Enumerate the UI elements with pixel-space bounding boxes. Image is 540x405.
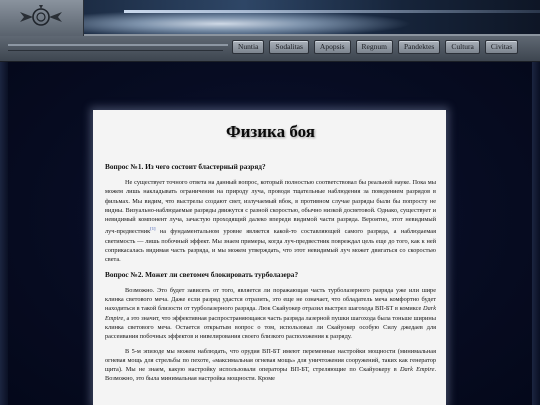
question-heading: Вопрос №2. Может ли светомеч блокировать турболазера?	[105, 269, 299, 279]
site-header	[0, 0, 540, 62]
paragraph-text: В 5-м эпизоде мы можем наблюдать, что орудия ВП-БТ имеют переменные настройки мощности (минимальная огневая мощь для стрельбы по пехоте, «максимальная огневая мощь» для уничтожения сооружений, таких как генератор щита). Мы не знаем, какую настройку использовали операторы ВП-БТ, стреляющие по Скайуокеру в	[105, 347, 436, 374]
nav-tab-nuntia[interactable]: Nuntia	[232, 40, 264, 54]
nav-tab-civitas[interactable]: Civitas	[485, 40, 518, 54]
banner-light-beam	[124, 10, 540, 13]
paragraph-text: , а это значит, что эффективная распространяющаяся часть разряда лазерной пушки шагохода была тоньше ширины клинка светового меча. Остается открытым вопрос о том, использовал ли Скайуокер особую Силу джедаев для рассеивания побочных эффектов и нивелирования своего близкого расположения к разряду.	[105, 314, 436, 341]
decorative-line	[8, 50, 223, 51]
logo-panel	[0, 0, 84, 36]
decorative-line	[8, 44, 228, 46]
main-nav	[232, 40, 518, 54]
imperial-emblem-icon	[18, 4, 64, 30]
nav-tab-regnum[interactable]: Regnum	[356, 40, 393, 54]
paragraph-text: Возможно. Это будет зависеть от того, является ли поражающая часть турболазерного разряда уже или шире клинка светового меча. Даже если разряд удастся отразить, это еще не означает, что обладатель меча комфортно будет находиться в такой близости от турболазерного разряда. Люк Скайуокер отразил выстрел шагохода ВП-БТ в комиксе	[105, 286, 436, 313]
nav-tab-apopsis[interactable]: Apopsis	[314, 40, 351, 54]
header-banner	[84, 0, 540, 36]
nav-tab-sodalitas[interactable]: Sodalitas	[269, 40, 309, 54]
comic-title: Dark Empire	[105, 305, 436, 322]
article-paragraph	[105, 178, 436, 265]
page-title: Физика боя	[226, 122, 315, 141]
right-frame	[532, 62, 540, 405]
nav-tab-pandektes[interactable]: Pandektes	[398, 40, 440, 54]
article-paragraph	[105, 286, 436, 342]
footnote-link[interactable]: [1]	[150, 226, 156, 232]
nav-tab-cultura[interactable]: Cultura	[445, 40, 480, 54]
comic-title: Dark Empire	[399, 366, 435, 374]
question-heading: Вопрос №1. Из чего состоит бластерный разряд?	[105, 162, 266, 171]
left-frame	[0, 62, 8, 405]
article-paragraph	[105, 347, 436, 384]
paragraph-text: . Возможно, это была минимальная настройка мощности. Кроме	[105, 366, 437, 383]
paragraph-text: на фундаментальном уровне является какой-то составляющей самого разряда, а наблюдаемая светимость — лишь побочный эффект. Мы знаем примеры, когда луч-предвестник повреждал цель еще до того, как к ней соприкасалась видимая часть разряда, и мы можем утверждать, что этот невидимый луч может двигаться со скоростью света.	[105, 228, 436, 264]
article-content	[93, 110, 446, 405]
paragraph-text: Не существует точного ответа на данный вопрос, который полностью соответствовал бы реальной науке. Пока мы можем лишь накладывать ограничения на природу луча, проводя тщательные наблюдения за поведением разрядов в фильмах. Мы видим, что выстрелы создают свет, излучаемый вбок, в противном случае разряды были бы попросту не видны. Визуально-наблюдаемые разряды движутся с разной скоростью, обычно низкой досветовой. Однако, существует и невидимый компонент луча, зачастую проходящий далеко впереди видимой части разряда. Вероятно, этот невидимый луч-предвестник	[105, 179, 436, 236]
